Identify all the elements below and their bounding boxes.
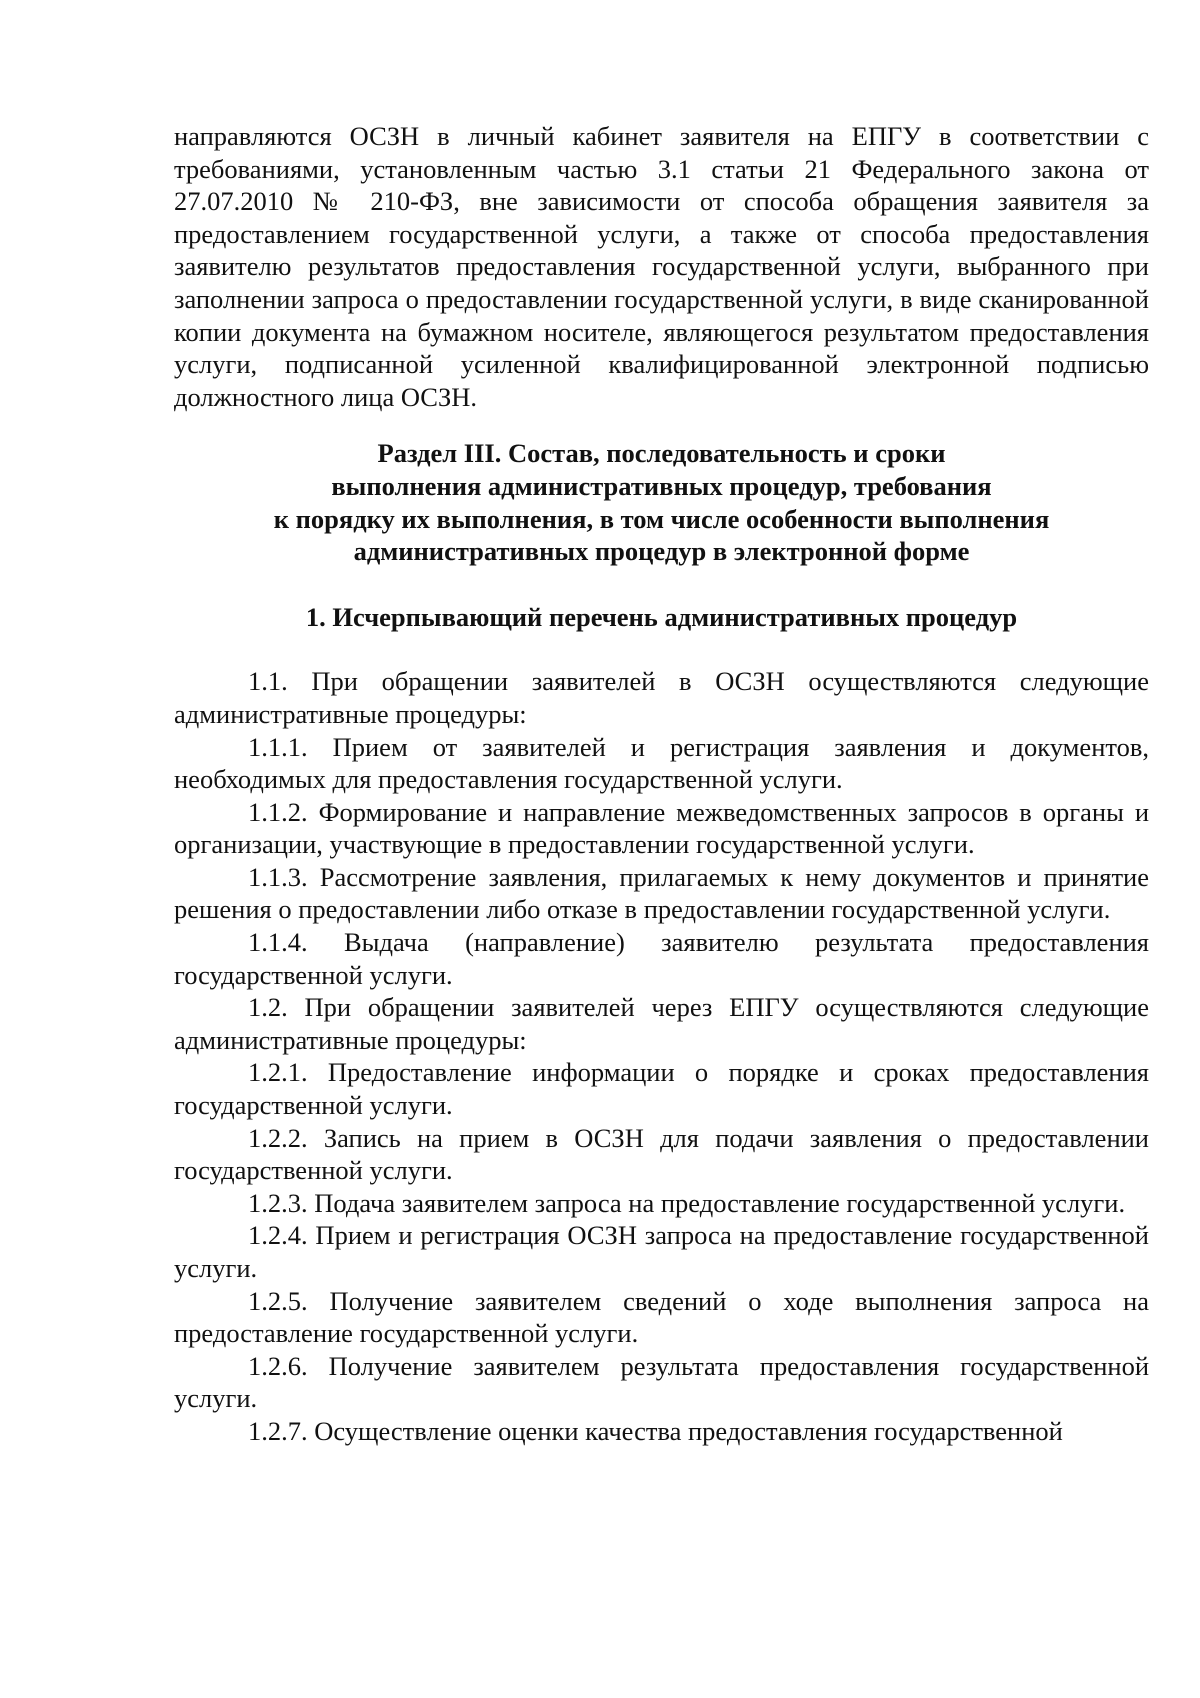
section-heading-line: выполнения административных процедур, требования [331, 470, 992, 501]
subsection-heading: 1. Исчерпывающий перечень административных процедур [305, 601, 1018, 632]
list-item: 1.1.3. Рассмотрение заявления, прилагаемых к нему документов и принятие решения о предоставлении либо отказе в предоставлении государственной услуги. [174, 861, 1149, 925]
list-item: 1.2.2. Запись на прием в ОСЗН для подачи заявления о предоставлении государственной услуги. [174, 1122, 1149, 1186]
list-item: 1.2.7. Осуществление оценки качества предоставления государственной [248, 1415, 1063, 1446]
list-item: 1.2.5. Получение заявителем сведений о ходе выполнения запроса на предоставление государственной услуги. [174, 1285, 1149, 1349]
list-item: 1.1.2. Формирование и направление межведомственных запросов в органы и организации, участвующие в предоставлении государственной услуги. [174, 796, 1149, 860]
section-heading-line: административных процедур в электронной форме [353, 536, 970, 567]
list-item: 1.2.6. Получение заявителем результата предоставления государственной услуги. [174, 1350, 1149, 1414]
list-item: 1.2.4. Прием и регистрация ОСЗН запроса на предоставление государственной услуги. [174, 1220, 1149, 1283]
list-item: 1.1.1. Прием от заявителей и регистрация заявления и документов, необходимых для предоставления государственной услуги. [174, 731, 1149, 795]
list-item: 1.1.4. Выдача (направление) заявителю результата предоставления государственной услуги. [174, 927, 1149, 990]
list-item: 1.2. При обращении заявителей через ЕПГУ осуществляются следующие административные процедуры: [174, 992, 1149, 1055]
continuation-paragraph: направляются ОСЗН в личный кабинет заявителя на ЕПГУ в соответствии с требованиями, установленным частью 3.1 статьи 21 Федерального закона от 27.07.2010 № 210-ФЗ, вне зависимости от способа обращения заявителя за предоставлением государственной услуги, а также от способа предоставления заявителю результатов предоставления государственной услуги, выбранного при заполнении запроса о предоставлении государственной услуги, в виде сканированной копии документа на бумажном носителе, являющегося результатом предоставления услуги, подписанной усиленной квалифицированной электронной подписью должностного лица ОСЗН. [174, 121, 1149, 412]
list-item: 1.2.1. Предоставление информации о порядке и сроках предоставления государственной услуги. [174, 1057, 1149, 1121]
list-item: 1.1. При обращении заявителей в ОСЗН осуществляются следующие административные процедуры: [174, 666, 1149, 729]
section-heading [174, 437, 1149, 567]
document-page [174, 120, 1149, 1448]
section-heading-line: к порядку их выполнения, в том числе особенности выполнения [273, 503, 1050, 534]
list-item: 1.2.3. Подача заявителем запроса на предоставление государственной услуги. [248, 1187, 1126, 1218]
section-heading-line: Раздел III. Состав, последовательность и сроки [377, 438, 946, 469]
